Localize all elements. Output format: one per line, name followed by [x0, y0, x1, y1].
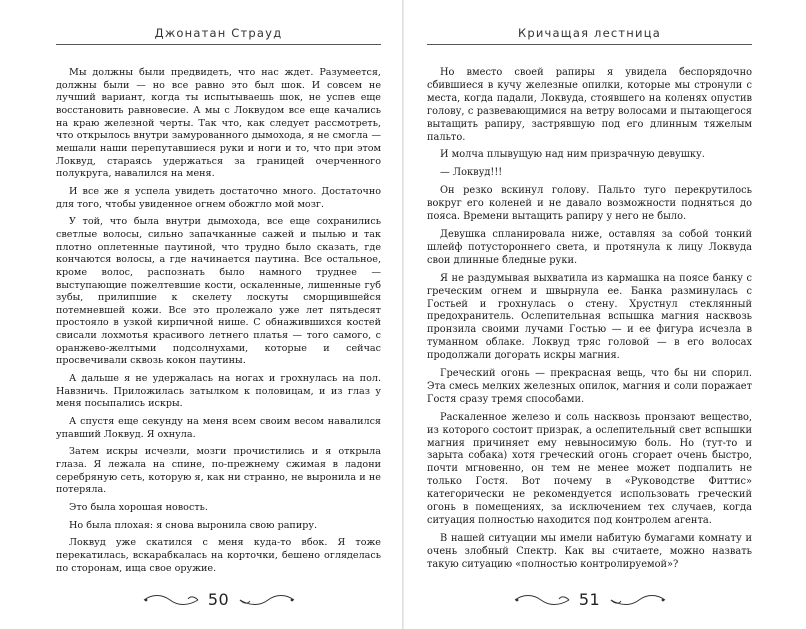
paragraph: Но была плохая: я снова выронила свою рапиру.	[69, 519, 318, 531]
paragraph: У той, что была внутри дымохода, все еще сохранились светлые волосы, сильно запачканные сажей и пылью и так плотно оплетенные паутиной, что трудно было сказать, где кончаются волосы, а где начинается паутина. Все остальное, кроме волос, распознать было намного труднее — выступающие пожелтевшие кости, оскаленные, лишенные губ зубы, прилипшие к скелету лоскуты сморщившейся потемневшей кожи. Все это пролежало уже лет пятьдесят простояло в узкой кирпичной нише. С обнажившихся костей свисали лохмотья красивого летнего платья — того самого, с оранжево-желтыми подсолнухами, которые и сейчас просвечивали сквозь кокон паутины.	[56, 216, 381, 367]
paragraph: Девушка спланировала ниже, оставляя за собой тонкий шлейф потустороннего света, и протянула к лицу Локвуда свои длинные бледные руки.	[427, 228, 752, 266]
flourish-left-ornament-icon	[142, 593, 200, 607]
right-page	[403, 0, 806, 629]
paragraph: Мы должны были предвидеть, что нас ждет. Разумеется, должны были — но все равно это был шок. И совсем не лучший вариант, когда ты испытываешь шок, не успев еще восстановить равновесие. А мы с Локвудом все еще качались на краю железной черты. Так что, как следует рассмотреть, что открылось внутри замурованного дымохода, я не смогла — мешали наши перепутавшиеся руки и ноги и то, что при этом Локвуд, стараясь удержаться за границей очерченного полукруга, навалился на меня.	[56, 67, 381, 180]
flourish-right-ornament-icon	[238, 593, 296, 607]
body-text	[427, 67, 752, 572]
paragraph: А спустя еще секунду на меня всем своим весом навалился упавший Локвуд. Я охнула.	[56, 416, 381, 440]
header-rule	[427, 44, 752, 45]
paragraph: — Локвуд!!!	[440, 167, 503, 179]
paragraph: Это была хорошая новость.	[69, 502, 208, 513]
flourish-right-ornament-icon	[609, 593, 667, 607]
page-number-folio	[427, 590, 752, 609]
flourish-left-ornament-icon	[513, 593, 571, 607]
paragraph: В нашей ситуации мы имели набитую бумагами комнату и очень злобный Спектр. Как вы считаете, можно назвать такую ситуацию «полностью контролируемой»?	[427, 532, 752, 570]
page-number: 50	[207, 590, 230, 609]
running-head-title: Кричащая лестница	[518, 26, 661, 40]
paragraph: И все же я успела увидеть достаточно много. Достаточно для того, чтобы увиденное огнем обожгло мой мозг.	[56, 185, 381, 210]
paragraph: Затем искры исчезли, мозги прочистились и я открыла глаза. Я лежала на спине, по-прежнему сжимая в ладони серебряную сеть, которую я, как ни странно, не выронила и не потеряла.	[56, 446, 381, 496]
paragraph: Я не раздумывая выхватила из кармашка на поясе банку с греческим огнем и швырнула ее. Банка разминулась с Гостьей и грохнулась о стену. Хрустнул стеклянный предохранитель. Ослепительная вспышка магния насквозь пронзила своими лучами Гостью — и ее фигура исчезла в туманном облаке. Локвуд тряс головой — в его волосах продолжали догорать искры магния.	[427, 272, 752, 362]
paragraph: И молча плывущую над ним призрачную девушку.	[440, 149, 705, 161]
paragraph: Локвуд уже скатился с меня куда-то вбок. Я тоже перекатилась, вскарабкалась на корточки, бешено огляделась по сторонам, ища свое оружие.	[56, 537, 381, 574]
header-rule	[56, 44, 381, 45]
running-head-author: Джонатан Страуд	[154, 26, 283, 40]
paragraph: А дальше я не удержалась на ногах и грохнулась на пол. Навзничь. Приложилась затылком к половицам, и из глаз у меня посыпались искры.	[56, 373, 381, 410]
page-number-folio	[56, 590, 381, 609]
page-number: 51	[578, 590, 601, 609]
paragraph: Он резко вскинул голову. Пальто туго перекрутилось вокруг его коленей и не давало возможности подняться до пояса. Времени вытащить рапиру у него не было.	[427, 185, 752, 223]
paragraph: Но вместо своей рапиры я увидела беспорядочно сбившиеся в кучу железные опилки, которые мы стронули с места, когда падали, Локвуда, стоявшего на коленях опустив голову, с развевающимися на ветру волосами и пытающегося вытащить рапиру, застрявшую под его длинным тяжелым пальто.	[427, 67, 752, 143]
paragraph: Раскаленное железо и соль насквозь пронзают вещество, из которого состоит призрак, а ослепительный свет вспышки магния причиняет ему невыносимую боль. Но (тут-то и зарыта собака) хотя греческий огонь сгорает очень быстро, почти мгновенно, он тем не менее может подпалить не только Гостя. Вот почему в «Руководстве Фиттис» категорически не рекомендуется использовать греческий огонь в помещениях, за исключением тех случаев, когда ситуация полностью находится под контролем агента.	[427, 411, 752, 526]
body-text	[56, 67, 381, 575]
paragraph: Греческий огонь — прекрасная вещь, что бы ни спорил. Эта смесь мелких железных опилок, магния и соли поражает Гостя сразу тремя способами.	[427, 368, 752, 405]
